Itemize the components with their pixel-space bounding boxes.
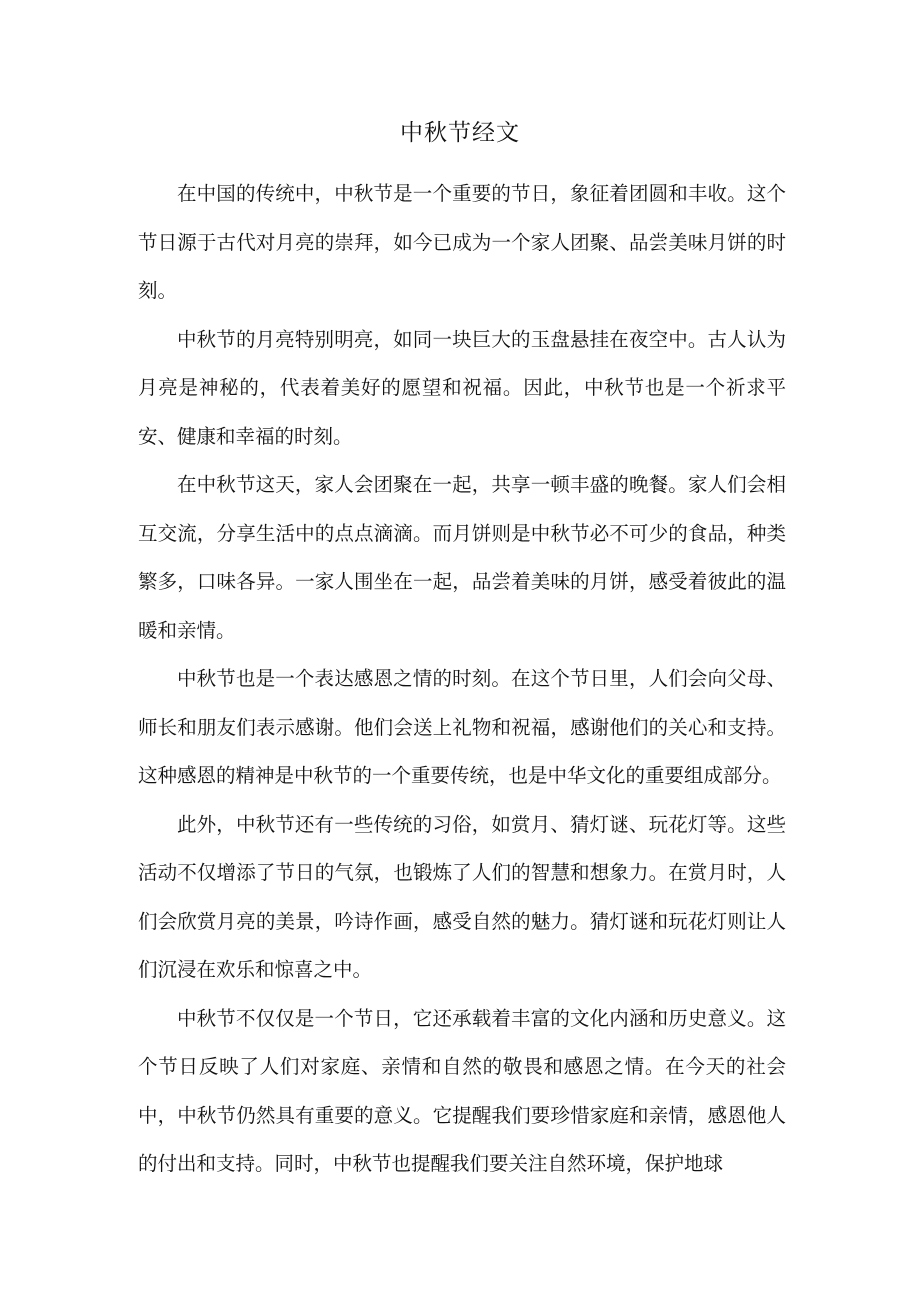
paragraph-4: 中秋节也是一个表达感恩之情的时刻。在这个节日里，人们会向父母、师长和朋友们表示感谢。他们会送上礼物和祝福，感谢他们的关心和支持。这种感恩的精神是中秋节的一个重要传统，也是中华文化的重要组成部分。: [138, 667, 786, 787]
document-title: 中秋节经文: [400, 120, 520, 146]
paragraph-6: 中秋节不仅仅是一个节日，它还承载着丰富的文化内涵和历史意义。这个节日反映了人们对家庭、亲情和自然的敬畏和感恩之情。在今天的社会中，中秋节仍然具有重要的意义。它提醒我们要珍惜家庭和亲情，感恩他人的付出和支持。同时，中秋节也提醒我们要关注自然环境，保护地球: [138, 1006, 786, 1175]
paragraph-2: 中秋节的月亮特别明亮，如同一块巨大的玉盘悬挂在夜空中。古人认为月亮是神秘的，代表着美好的愿望和祝福。因此，中秋节也是一个祈求平安、健康和幸福的时刻。: [138, 327, 786, 448]
paragraph-5: 此外，中秋节还有一些传统的习俗，如赏月、猜灯谜、玩花灯等。这些活动不仅增添了节日的气氛，也锻炼了人们的智慧和想象力。在赏月时，人们会欣赏月亮的美景，吟诗作画，感受自然的魅力。猜灯谜和玩花灯则让人们沉浸在欢乐和惊喜之中。: [138, 812, 786, 981]
document-body: [138, 170, 786, 1189]
paragraph-1: 在中国的传统中，中秋节是一个重要的节日，象征着团圆和丰收。这个节日源于古代对月亮的崇拜，如今已成为一个家人团聚、品尝美味月饼的时刻。: [138, 182, 786, 302]
paragraph-3: 在中秋节这天，家人会团聚在一起，共享一顿丰盛的晚餐。家人们会相互交流，分享生活中的点点滴滴。而月饼则是中秋节必不可少的食品，种类繁多，口味各异。一家人围坐在一起，品尝着美味的月饼，感受着彼此的温暖和亲情。: [138, 473, 786, 642]
